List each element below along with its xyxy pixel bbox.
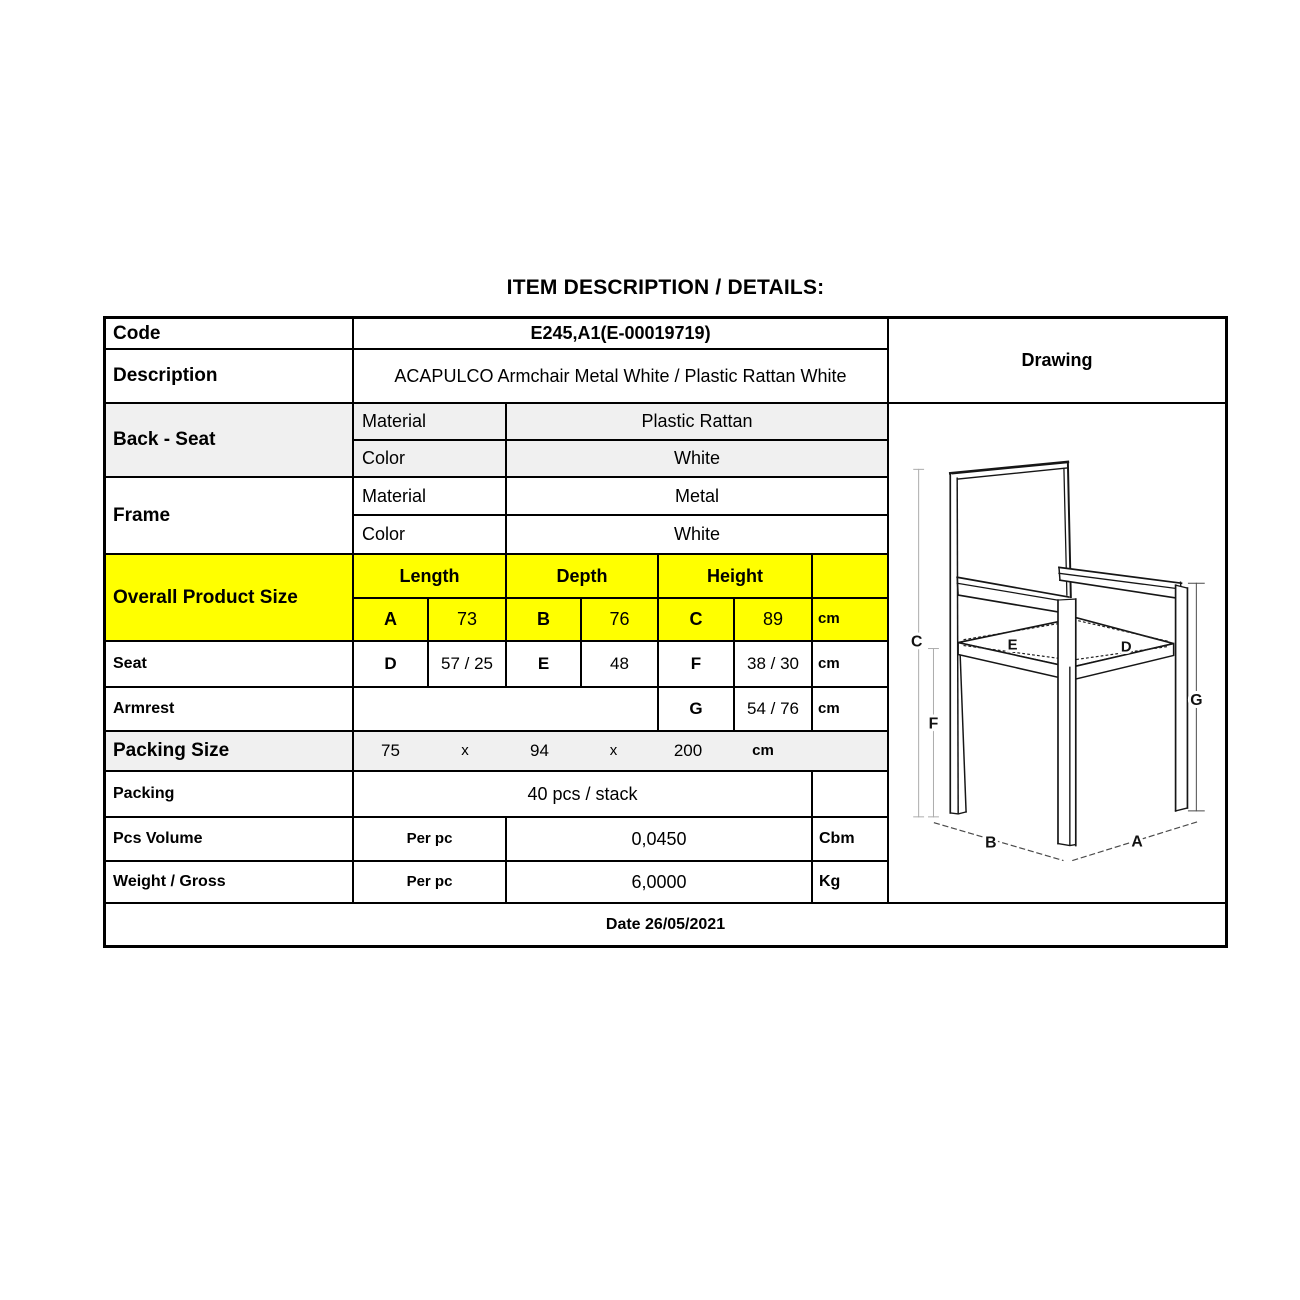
depth-header: Depth (507, 555, 657, 597)
packing-size-values (354, 732, 887, 770)
packing-size-sep2: x (609, 741, 618, 759)
page-title: ITEM DESCRIPTION / DETAILS: (506, 276, 825, 299)
armrest-label: Armrest (106, 688, 352, 730)
spec-table (103, 316, 1228, 948)
dim-label-b: B (985, 834, 997, 852)
dimension-line-b (934, 823, 1062, 861)
dim-f-key: F (659, 642, 733, 686)
dim-g-key: G (659, 688, 733, 730)
packing-value: 40 pcs / stack (354, 772, 811, 816)
packing-size-depth: 94 (530, 741, 549, 761)
dim-label-f: F (928, 715, 939, 733)
frame-label: Frame (106, 478, 352, 553)
dim-e-value: 48 (582, 642, 657, 686)
dim-d-key: D (354, 642, 427, 686)
seat-label: Seat (106, 642, 352, 686)
back-seat-material-label: Material (354, 404, 505, 439)
pcs-volume-value: 0,0450 (507, 818, 811, 860)
packing-label: Packing (106, 772, 352, 816)
packing-size-height: 200 (673, 741, 703, 761)
dim-d-value: 57 / 25 (429, 642, 505, 686)
dim-a-value: 73 (429, 599, 505, 640)
chair-drawing-cell (889, 404, 1225, 902)
pcs-volume-unit: Cbm (813, 818, 887, 860)
overall-size-unit: cm (813, 599, 887, 640)
armrest-unit: cm (813, 688, 887, 730)
weight-gross-label: Weight / Gross (106, 862, 352, 902)
dim-c-key: C (659, 599, 733, 640)
back-seat-material-value: Plastic Rattan (507, 404, 887, 439)
dim-label-a: A (1131, 833, 1143, 851)
dim-f-value: 38 / 30 (735, 642, 811, 686)
back-seat-color-value: White (507, 441, 887, 476)
weight-gross-unit: Kg (813, 862, 887, 902)
description-label: Description (106, 350, 352, 402)
length-header: Length (354, 555, 505, 597)
drawing-header: Drawing (889, 319, 1225, 402)
dim-g-value: 54 / 76 (735, 688, 811, 730)
packing-size-unit: cm (752, 741, 774, 759)
frame-material-label: Material (354, 478, 505, 514)
chair-backrest (950, 462, 1071, 597)
frame-material-value: Metal (507, 478, 887, 514)
chair-left-armrest (957, 577, 1070, 614)
packing-size-sep1: x (461, 741, 469, 759)
packing-size-length: 75 (381, 741, 400, 761)
dim-b-value: 76 (582, 599, 657, 640)
seat-label-e: E (1007, 637, 1018, 654)
dim-label-c: C (910, 633, 923, 651)
back-seat-color-label: Color (354, 441, 505, 476)
code-label: Code (106, 319, 352, 348)
date-row: Date 26/05/2021 (106, 904, 1225, 945)
dim-label-g: G (1190, 691, 1203, 709)
pcs-volume-label: Pcs Volume (106, 818, 352, 860)
chair-front-leg (1058, 599, 1076, 846)
back-seat-label: Back - Seat (106, 404, 352, 476)
frame-color-value: White (507, 516, 887, 553)
chair-right-leg (1176, 585, 1188, 811)
chair-right-armrest (1059, 567, 1182, 598)
seat-label-d: D (1120, 639, 1132, 656)
frame-color-label: Color (354, 516, 505, 553)
packing-unit-spacer (813, 772, 887, 816)
overall-unit-spacer (813, 555, 887, 597)
dim-e-key: E (507, 642, 580, 686)
weight-gross-value: 6,0000 (507, 862, 811, 902)
pcs-volume-per-label: Per pc (354, 818, 505, 860)
dim-b-key: B (507, 599, 580, 640)
description-value: ACAPULCO Armchair Metal White / Plastic Rattan White (354, 350, 887, 402)
seat-unit: cm (813, 642, 887, 686)
packing-size-label: Packing Size (106, 732, 352, 770)
weight-gross-per-label: Per pc (354, 862, 505, 902)
code-value: E245,A1(E-00019719) (354, 319, 887, 348)
dim-c-value: 89 (735, 599, 811, 640)
armrest-empty-cell (354, 688, 657, 730)
overall-size-label: Overall Product Size (106, 555, 352, 640)
dim-a-key: A (354, 599, 427, 640)
height-header: Height (659, 555, 811, 597)
chair-technical-drawing (889, 404, 1225, 902)
